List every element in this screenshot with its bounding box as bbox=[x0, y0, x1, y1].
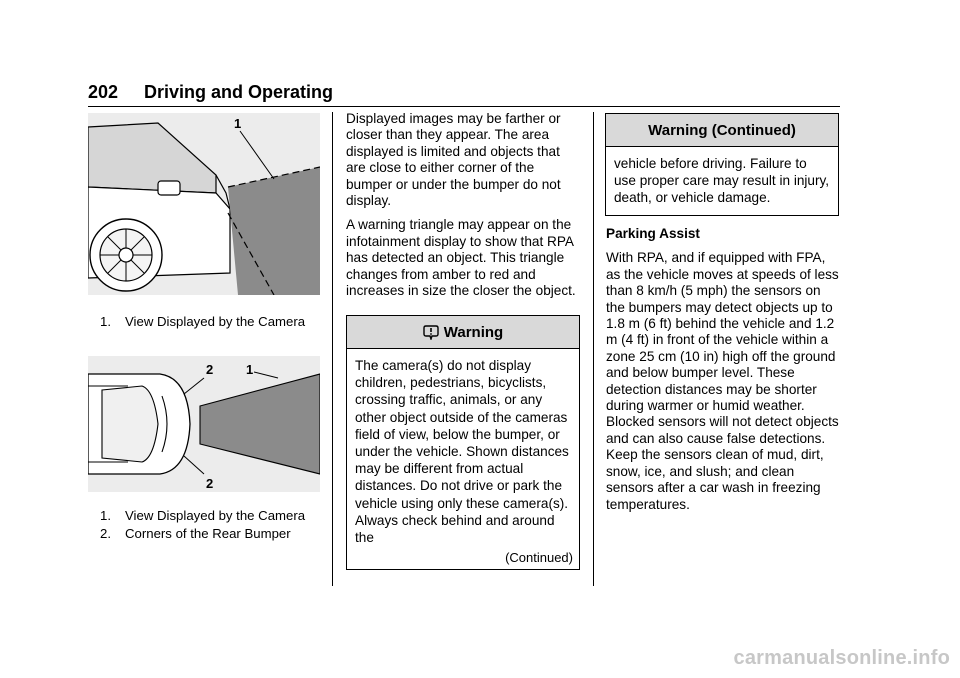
callout-2-top: 2 bbox=[206, 362, 214, 377]
caption-number: 1. bbox=[100, 314, 111, 329]
caption-number: 1. bbox=[100, 508, 111, 523]
paragraph: A warning triangle may appear on the infotainment display to show that RPA has detected an object. This triangle changes from amber to red and increases in size the closer the object. bbox=[346, 217, 576, 299]
warning-title: Warning bbox=[443, 323, 504, 341]
car-overhead-illustration bbox=[88, 356, 320, 492]
warning-header bbox=[606, 114, 838, 147]
page-header bbox=[88, 82, 840, 106]
caption-item bbox=[100, 508, 325, 524]
caption-text: View Displayed by the Camera bbox=[125, 314, 306, 329]
warning-text: vehicle before driving. Failure to use proper care may result in injury, death, or vehicle damage. bbox=[614, 156, 830, 206]
warning-box bbox=[346, 315, 580, 570]
watermark: carmanualsonline.info bbox=[733, 647, 950, 669]
caption-text: View Displayed by the Camera bbox=[125, 508, 306, 523]
figure2-captions bbox=[100, 508, 325, 544]
column-3-text bbox=[606, 226, 842, 521]
warning-icon bbox=[423, 324, 439, 340]
warning-title: Warning (Continued) bbox=[648, 121, 796, 139]
subheading: Parking Assist bbox=[606, 226, 700, 241]
warning-text: The camera(s) do not display children, pedestrians, bicyclists, crossing traffic, animals, or any other object outside of the cameras field of view, below the bumper, or under the vehicle. Shown distances may be different from actual distances. Do not drive or park the vehicle using only these camera(s). Always check behind and around the bbox=[355, 358, 569, 546]
rear-camera-view-figure bbox=[88, 113, 320, 295]
warning-header bbox=[347, 316, 579, 349]
figure1-captions bbox=[100, 314, 322, 332]
caption-item bbox=[100, 526, 325, 542]
callout-1: 1 bbox=[246, 362, 254, 377]
callout-2-bottom: 2 bbox=[206, 476, 214, 491]
column-2-text bbox=[346, 111, 582, 307]
callout-1: 1 bbox=[234, 116, 242, 131]
paragraph: With RPA, and if equipped with FPA, as the vehicle moves at speeds of less than 8 km/h (5 mph) the sensors on the bumpers may detect objects up to 1.8 m (6 ft) behind the vehicle and 1.2 m (4 ft) in front of the vehicle within a zone 25 cm (10 in) high off the ground and below bumper level. These detection distances may be shorter during warmer or humid weather. Blocked sensors will not detect objects and can also cause false detections. Keep the sensors clean of mud, dirt, snow, ice, and slush; and clean sensors after a car wash in freezing temperatures. bbox=[606, 250, 839, 512]
caption-number: 2. bbox=[100, 526, 111, 541]
column-divider-1 bbox=[332, 112, 333, 586]
caption-item bbox=[100, 314, 322, 330]
overhead-camera-view-figure bbox=[88, 356, 320, 492]
section-title: Driving and Operating bbox=[144, 82, 334, 102]
header-rule bbox=[88, 106, 840, 107]
column-divider-2 bbox=[593, 112, 594, 586]
caption-text: Corners of the Rear Bumper bbox=[125, 526, 291, 541]
continued-label: (Continued) bbox=[505, 550, 573, 566]
car-rear-illustration bbox=[88, 113, 320, 295]
paragraph: Displayed images may be farther or closer than they appear. The area displayed is limited and objects that are close to either corner of the bumper or under the bumper do not display. bbox=[346, 111, 561, 209]
page-number: 202 bbox=[88, 82, 119, 102]
warning-continued-box bbox=[605, 113, 839, 216]
